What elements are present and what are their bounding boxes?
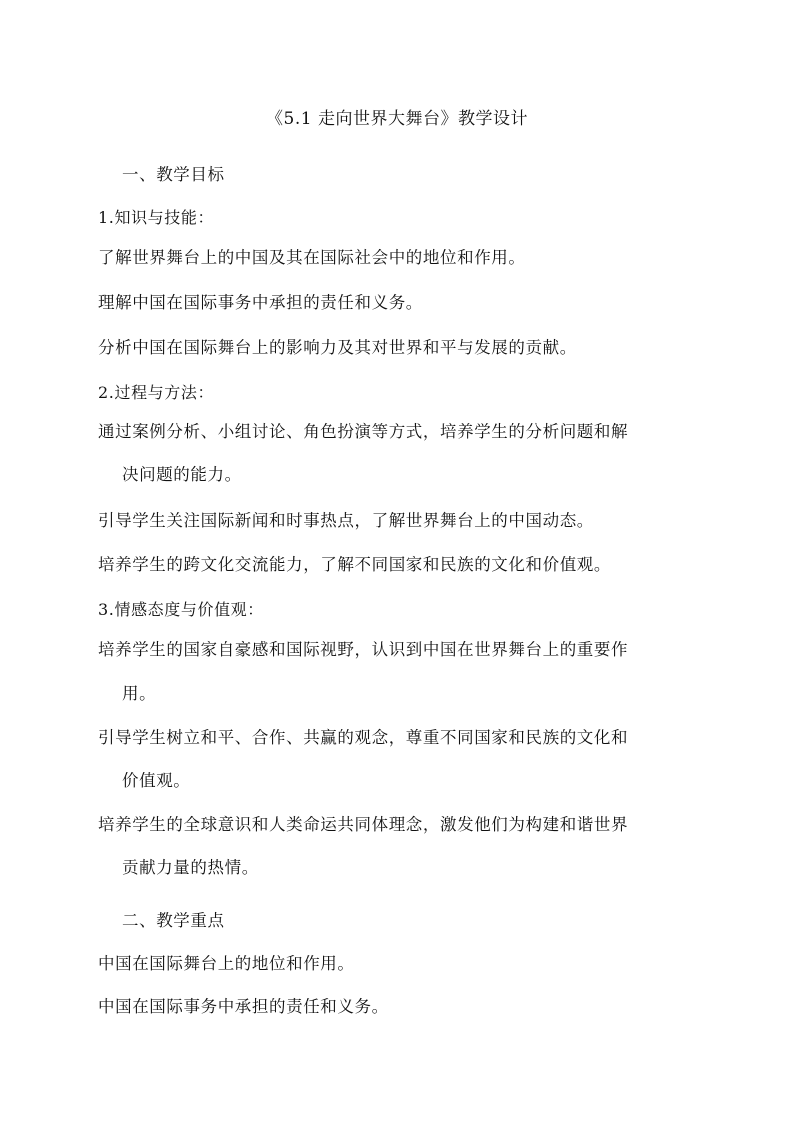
paragraph-continuation: 贡献力量的热情。 <box>122 858 259 877</box>
paragraph: 培养学生的全球意识和人类命运共同体理念，激发他们为构建和谐世界 <box>98 815 629 834</box>
paragraph-continuation: 用。 <box>122 684 157 703</box>
paragraph: 了解世界舞台上的中国及其在国际社会中的地位和作用。 <box>98 248 526 267</box>
paragraph-continuation: 决问题的能力。 <box>122 465 242 484</box>
paragraph: 培养学生的跨文化交流能力，了解不同国家和民族的文化和价值观。 <box>98 555 611 574</box>
paragraph: 培养学生的国家自豪感和国际视野，认识到中国在世界舞台上的重要作 <box>98 640 629 659</box>
paragraph: 理解中国在国际事务中承担的责任和义务。 <box>98 293 423 312</box>
paragraph: 分析中国在国际舞台上的影响力及其对世界和平与发展的贡献。 <box>98 338 577 357</box>
subsection-process-methods: 2.过程与方法： <box>98 383 215 402</box>
subsection-knowledge-skills: 1.知识与技能： <box>98 208 215 227</box>
section-heading-key-points: 二、教学重点 <box>122 911 225 930</box>
paragraph-continuation: 价值观。 <box>122 771 191 790</box>
subsection-attitude-values: 3.情感态度与价值观： <box>98 600 264 619</box>
paragraph: 引导学生树立和平、合作、共赢的观念，尊重不同国家和民族的文化和 <box>98 728 629 747</box>
paragraph: 中国在国际事务中承担的责任和义务。 <box>98 997 389 1016</box>
section-heading-objectives: 一、教学目标 <box>122 165 225 184</box>
paragraph: 中国在国际舞台上的地位和作用。 <box>98 954 355 973</box>
paragraph: 引导学生关注国际新闻和时事热点，了解世界舞台上的中国动态。 <box>98 511 594 530</box>
document-title: 《5.1 走向世界大舞台》教学设计 <box>266 109 528 129</box>
paragraph: 通过案例分析、小组讨论、角色扮演等方式，培养学生的分析问题和解 <box>98 422 629 441</box>
